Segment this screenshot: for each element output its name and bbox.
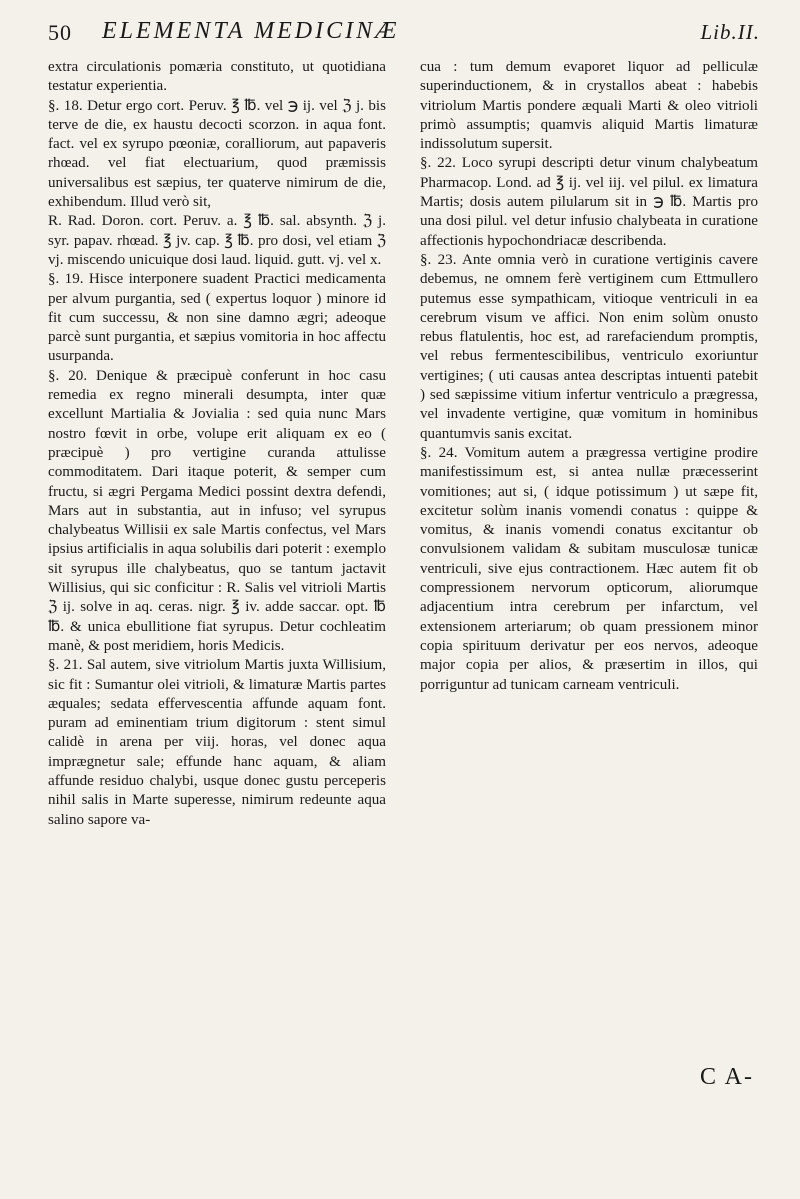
paragraph-18: §. 18. Detur ergo cort. Peruv. ℥ ℔. vel ℈ ij. vel ℨ j. bis terve de die, ex haustu decocti scorzon. in aqua font. fact. vel ex syrupo pœoniæ, coralliorum, aut papaveris rhœad. vel fiat electuarium, quod præmissis universalibus est sæpius, ter quaterve nimirum de die, exhibendum. Illud verò sit, — [48, 97, 386, 211]
paragraph-24: §. 24. Vomitum autem a prægressa vertigine prodire manifestissimum est, si antea nullæ præcesserint vomitiones; aut si, ( idque potissimum ) ut sæpe fit, excitetur solùm inanis vomendi conatus : quippe & vomitus, & inanis vomendi conatus excitantur ob convulsionem validam & subitam musculosæ tunicæ ventriculi, sive ejus contractionem. Hæc autem fit ob compressionem nervorum opticorum, aliorumque adjacentium intra cerebrum per infarctum, vel extensionem arteriarum; ob quam pressionem minor copia spirituum derivatur per eos nervos, adeoque major copia per alios, & præsertim in illos, qui porriguntur ad tunicam carneam ventriculi. — [420, 444, 758, 693]
paragraph-21: §. 21. Sal autem, sive vitriolum Martis juxta Willisium, sic fit : Sumantur olei vitrioli, & limaturæ Martis partes æquales; sedata effervescentia affunde aquam font. puram ad eminentiam trium digitorum : stent simul calidè in arena per viij. horas, vel donec aqua imprægnetur sale; effunde hanc aquam, & aliam affunde residuo chalybi, usque donec gustu perceperis nihil salis in Marte superesse, nimirum redeunte aqua salino sapore va- — [48, 657, 386, 828]
book-number: Lib.II. — [700, 20, 760, 44]
paragraph-20: §. 20. Denique & præcipuè conferunt in hoc casu remedia ex regno minerali desumpta, inter quæ excellunt Martialia & Jovialia : sed quia nunc Mars nostro fœvit in orbe, volupe erit aliquam ex eo ( præcipuè ) pro vertigine curanda attulisse commoditatem. Dari itaque poterit, & semper cum fructu, si ægri Pergama Medici possint dextra defendi, Mars aut in substantia, aut in infuso; vel syrupus chalybeatus Willisii ex sale Martis confectus, vel Mars ipsius artificialis in aqua solubilis dari poterit : exemplo sit syrupus ille chalybeatus, quo se tantum jactavit Willisius, qui sic conficitur : R. Salis vel vitrioli Martis ℨ ij. solve in aq. ceras. nigr. ℥ iv. adde saccar. opt. ℔ ℔. & unica ebullitione fiat syrupus. Detur cochleatim manè, & post meridiem, horis Medicis. — [48, 367, 386, 654]
running-header — [48, 18, 760, 50]
right-column — [420, 58, 758, 695]
paragraph-continued-right: cua : tum demum evaporet liquor ad pelliculæ superinductionem, & in crystallos abeat : habebis vitriolum Martis pondere æquali Marti & oleo vitrioli primò assumptis; quamvis aliquid Martis limaturæ indissolutum supersit. — [420, 59, 758, 153]
catchword: C A- — [700, 1064, 755, 1090]
paragraph-18-recipe: R. Rad. Doron. cort. Peruv. a. ℥ ℔. sal. absynth. ℨ j. syr. papav. rhœad. ℥ jv. cap. ℥ ℔. pro dosi, vel etiam ℨ vj. miscendo unicuique dosi laud. liquid. gutt. vj. vel x. — [48, 213, 386, 268]
paragraph-continued: extra circulationis pomæria constituto, ut quotidiana testatur experientia. — [48, 59, 386, 95]
page-number: 50 — [48, 20, 72, 45]
paragraph-19: §. 19. Hisce interponere suadent Practici medicamenta per alvum purgantia, sed ( expertus loquor ) minore id fit cum successu, & non sine damno ægri; adeoque parcè sunt purgantia, et sæpius vomitoria in hoc affectu usurpanda. — [48, 271, 386, 365]
paragraph-23: §. 23. Ante omnia verò in curatione vertiginis cavere debemus, ne omnem ferè vertiginem cum Ettmullero putemus esse sympathicam, vitioque ventriculi in ea cerebrum visum ve affici. Non enim solùm onusto rebus flatulentis, hoc est, ad rarefaciendum promptis, vel rebus fermentescibilibus, ventriculo exoriuntur vertigines; ( uti causas antea descriptas intuenti patebit ) sed sæpissime vitium infertur ventriculo a prægressa, vel invadente vertigine, quæ vomitum in hominibus quantumvis sanis excitat. — [420, 251, 758, 442]
left-column — [48, 58, 386, 830]
paragraph-22: §. 22. Loco syrupi descripti detur vinum chalybeatum Pharmacop. Lond. ad ℥ ij. vel iij. vel pilul. ex limatura Martis; dosis autem pilularum sit in ℈ ℔. Martis pro una dosi pilul. vel detur infusio chalybeata in curatione affectionis hypochondriacæ describenda. — [420, 155, 758, 249]
running-title: ELEMENTA MEDICINÆ — [102, 18, 400, 44]
